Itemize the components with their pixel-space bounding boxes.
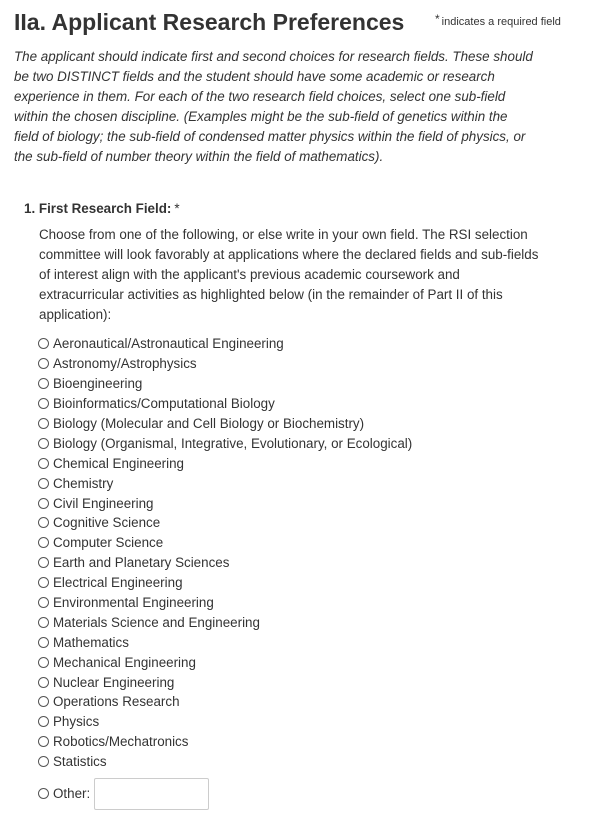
radio-button[interactable] [38, 398, 49, 409]
radio-button[interactable] [38, 597, 49, 608]
required-note-text: indicates a required field [441, 16, 561, 28]
option-label: Mechanical Engineering [53, 654, 196, 670]
option-label: Chemical Engineering [53, 455, 185, 471]
radio-button[interactable] [38, 788, 49, 799]
radio-button[interactable] [38, 458, 49, 469]
option-physics[interactable] [38, 712, 564, 732]
radio-button[interactable] [38, 438, 49, 449]
option-label: Computer Science [53, 535, 164, 551]
option-label: Civil Engineering [53, 495, 154, 511]
option-nuclear-engineering[interactable] [38, 672, 564, 692]
option-materials-science-engineering[interactable] [38, 612, 564, 632]
required-marker: * [174, 201, 180, 216]
option-statistics[interactable] [38, 752, 564, 772]
radio-button[interactable] [38, 517, 49, 528]
option-civil-engineering[interactable] [38, 493, 564, 513]
radio-button[interactable] [38, 617, 49, 628]
radio-button[interactable] [38, 418, 49, 429]
option-astronomy-astrophysics[interactable] [38, 354, 564, 374]
option-label: Cognitive Science [53, 515, 161, 531]
required-star: * [435, 12, 440, 26]
radio-button[interactable] [38, 736, 49, 747]
radio-button[interactable] [38, 756, 49, 767]
research-field-options [38, 334, 564, 810]
option-label: Environmental Engineering [53, 595, 214, 611]
radio-button[interactable] [38, 498, 49, 509]
option-cognitive-science[interactable] [38, 513, 564, 533]
option-label: Astronomy/Astrophysics [53, 356, 197, 372]
option-label: Biology (Molecular and Cell Biology or Biochemistry) [53, 416, 365, 431]
option-label: Statistics [53, 754, 107, 770]
question-label [24, 198, 564, 220]
radio-button[interactable] [38, 537, 49, 548]
option-label: Mathematics [53, 634, 129, 650]
option-computer-science[interactable] [38, 533, 564, 553]
option-mathematics[interactable] [38, 632, 564, 652]
option-label: Physics [53, 714, 100, 730]
option-label: Bioengineering [53, 376, 143, 392]
radio-button[interactable] [38, 378, 49, 389]
option-mechanical-engineering[interactable] [38, 652, 564, 672]
page-title: IIa. Applicant Research Preferences [14, 9, 405, 35]
radio-button[interactable] [38, 716, 49, 727]
option-label: Earth and Planetary Sciences [53, 555, 230, 571]
option-label: Aeronautical/Astronautical Engineering [53, 336, 284, 352]
radio-button[interactable] [38, 677, 49, 688]
option-biology-organismal[interactable] [38, 433, 564, 453]
option-electrical-engineering[interactable] [38, 573, 564, 593]
radio-button[interactable] [38, 577, 49, 588]
option-label: Materials Science and Engineering [53, 614, 260, 630]
radio-button[interactable] [38, 696, 49, 707]
option-biology-molecular-cell[interactable] [38, 414, 564, 434]
option-label: Operations Research [53, 694, 180, 710]
option-environmental-engineering[interactable] [38, 593, 564, 613]
question-description: Choose from one of the following, or else write in your own field. The RSI selection committee will look favorably at applications where the declared fields and sub-fields of interest align with the applicant's previous academic coursework and extracurricular activities as highlighted below (in the remainder of Part II of this application): [39, 227, 539, 322]
option-chemistry[interactable] [38, 473, 564, 493]
other-field-input[interactable] [94, 778, 209, 810]
radio-button[interactable] [38, 478, 49, 489]
radio-button[interactable] [38, 637, 49, 648]
option-label: Chemistry [53, 475, 114, 491]
option-earth-planetary-sciences[interactable] [38, 553, 564, 573]
option-other [38, 778, 564, 810]
option-bioengineering[interactable] [38, 374, 564, 394]
radio-button[interactable] [38, 338, 49, 349]
required-field-note [435, 13, 561, 29]
section-instructions: The applicant should indicate first and second choices for research fields. These should be two DISTINCT fields and the student should have some academic or research experience in them. For each of the two research field choices, select one sub-field within the chosen discipline. (Examples might be the sub-field of genetics within the field of biology; the sub-field of condensed matter physics within the field of physics, or the sub-field of number theory within the field of mathematics). [14, 49, 533, 164]
option-operations-research[interactable] [38, 692, 564, 712]
option-label: Electrical Engineering [53, 575, 183, 591]
other-label: Other: [53, 786, 91, 802]
question-label-text: 1. First Research Field: [24, 201, 172, 216]
radio-button[interactable] [38, 358, 49, 369]
option-aeronautical-astronautical-engineering[interactable] [38, 334, 564, 354]
option-label: Nuclear Engineering [53, 674, 175, 690]
option-label: Robotics/Mechatronics [53, 734, 189, 750]
option-label: Bioinformatics/Computational Biology [53, 396, 275, 412]
section-header [14, 7, 604, 39]
radio-button[interactable] [38, 657, 49, 668]
first-research-field-question [24, 198, 564, 810]
option-chemical-engineering[interactable] [38, 453, 564, 473]
radio-button[interactable] [38, 557, 49, 568]
option-robotics-mechatronics[interactable] [38, 732, 564, 752]
option-label: Biology (Organismal, Integrative, Evolutionary, or Ecological) [53, 435, 413, 451]
option-bioinformatics-computational-biology[interactable] [38, 394, 564, 414]
